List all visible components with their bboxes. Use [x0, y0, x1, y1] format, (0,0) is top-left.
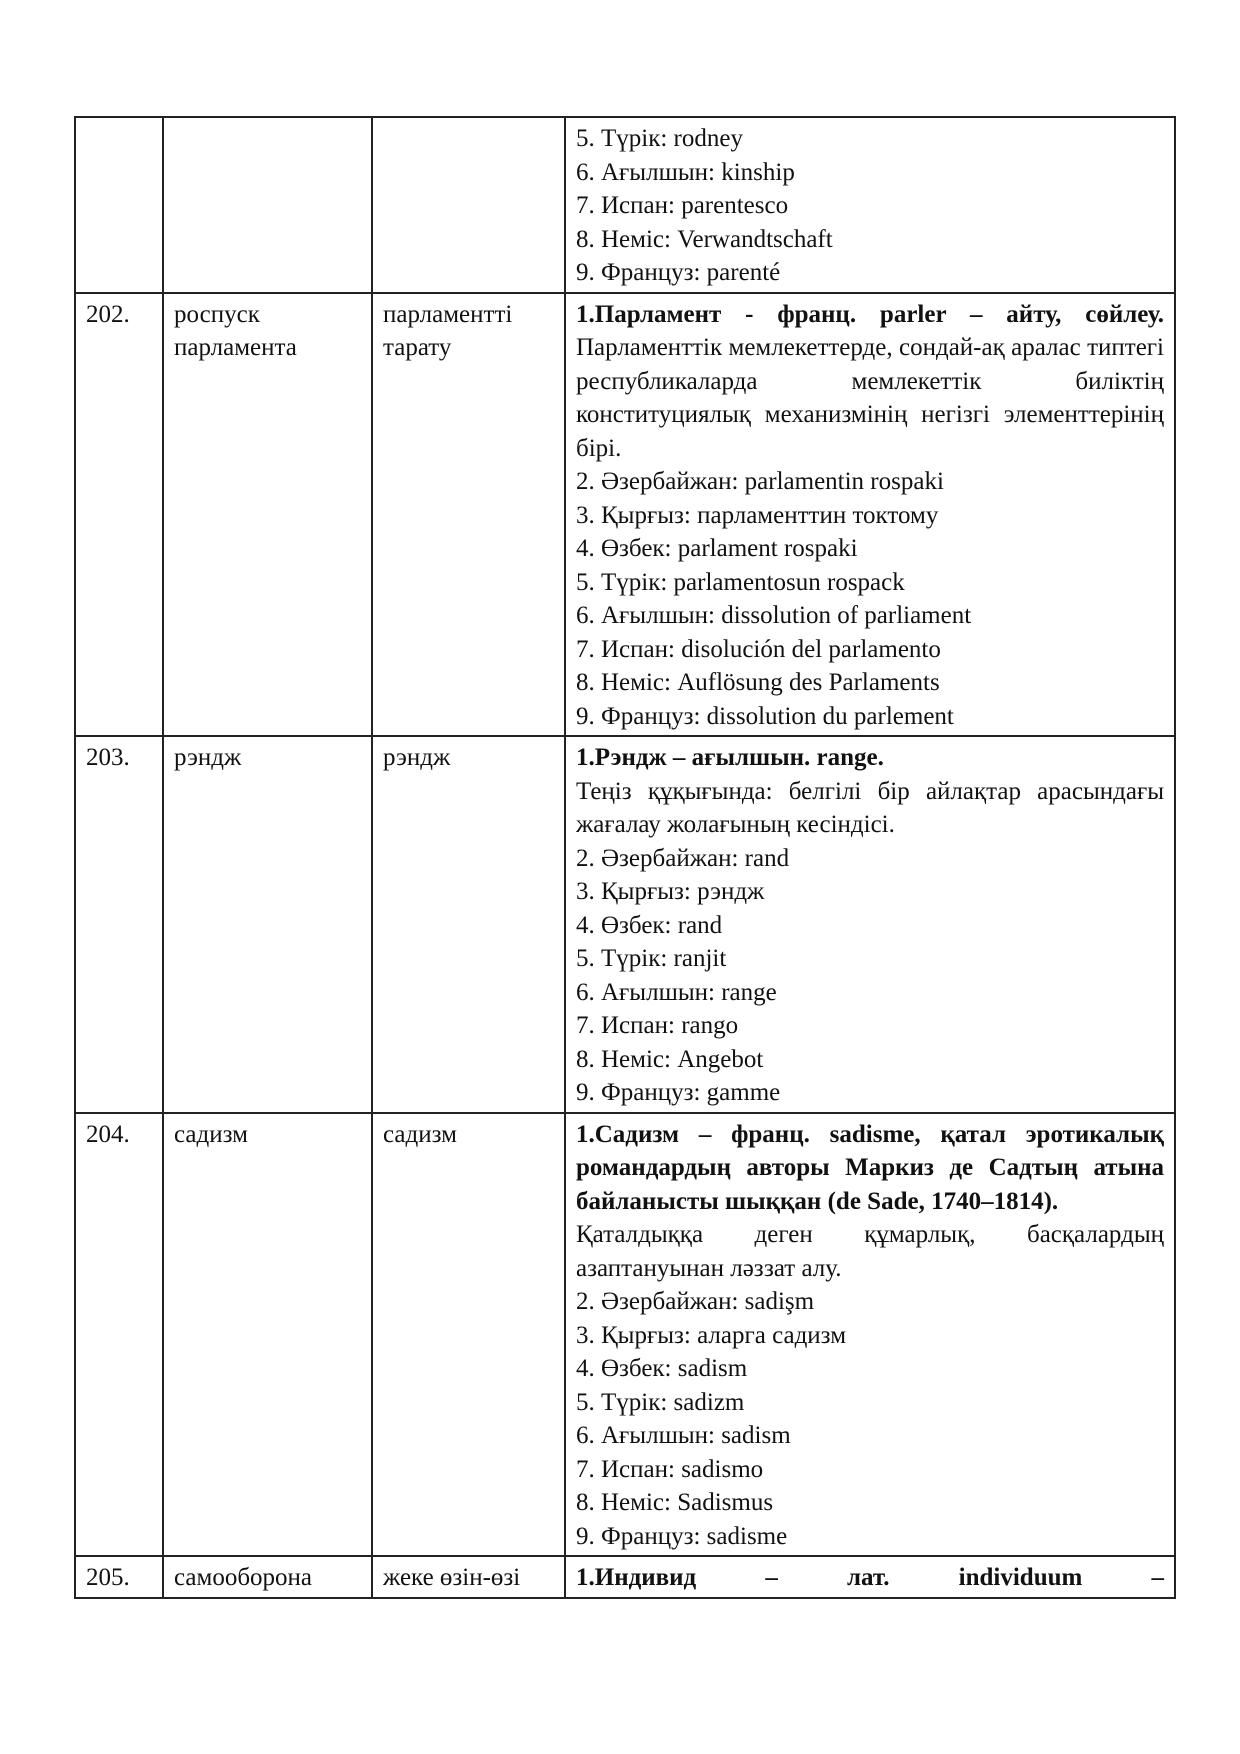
translation-line: 2. Әзербайжан: rand: [576, 844, 790, 872]
entry-number: 204.: [75, 1113, 163, 1557]
table-row: [75, 117, 1175, 293]
table-row: [75, 736, 1175, 1113]
table-row: [75, 1556, 1175, 1598]
translation-line: 2. Әзербайжан: parlamentin rospaki: [576, 468, 944, 495]
translation-line: 4. Өзбек: parlament rospaki: [576, 535, 858, 562]
translation-line: 8. Неміс: Verwandtschaft: [576, 225, 833, 253]
definition-text: Парламенттік мемлекеттерде, сондай-ақ аралас типтегі республикаларда мемлекеттік биліктің конституциялық механизмінің негізгі элементтерінің бірі.: [576, 334, 1164, 462]
translation-line: 2. Әзербайжан: sadişm: [576, 1288, 815, 1315]
entry-number: [75, 117, 163, 293]
entry-details: [565, 736, 1175, 1113]
translation-line: 6. Ағылшын: range: [576, 978, 777, 1006]
term-kazakh: рэндж: [372, 736, 565, 1113]
translation-line: 9. Француз: gamme: [576, 1079, 781, 1106]
document-page: [74, 116, 1174, 1599]
translation-line: 9. Француз: dissolution du parlement: [576, 702, 954, 730]
translation-line: 7. Испан: disolución del parlamento: [576, 635, 941, 663]
etymology-heading: 1.Парламент - франц. parler – айту, сөйлеу.: [576, 300, 1164, 328]
etymology-heading: 1.Индивид – лат. individuum –: [576, 1564, 1164, 1591]
term-kazakh: [372, 117, 565, 293]
translation-line: 4. Өзбек: rand: [576, 911, 723, 939]
table-row: [75, 1113, 1175, 1557]
translation-line: 5. Түрік: ranjit: [576, 945, 727, 972]
translation-line: 8. Неміс: Angebot: [576, 1045, 764, 1073]
translation-line: 8. Неміс: Auflösung des Parlaments: [576, 669, 940, 696]
translation-line: 5. Түрік: sadizm: [576, 1388, 745, 1416]
entry-details: [565, 1556, 1175, 1598]
translation-line: 5. Түрік: parlamentosun rospack: [576, 568, 905, 596]
term-kazakh-text: жеке өзін-өзі: [383, 1564, 521, 1591]
translation-line: 5. Түрік: rodney: [576, 125, 743, 152]
entry-number: 202.: [75, 293, 163, 737]
term-kazakh: парламентті тарату: [372, 293, 565, 737]
translation-line: 7. Испан: sadismo: [576, 1455, 764, 1483]
term-russian: рэндж: [163, 736, 372, 1113]
translation-line: 3. Қырғыз: парламенттин токтому: [576, 501, 939, 529]
translation-line: 6. Ағылшын: kinship: [576, 158, 795, 186]
entry-number: 203.: [75, 736, 163, 1113]
definition-text: Теңіз құқығында: белгілі бір айлақтар арасындағы жағалау жолағының кесіндісі.: [576, 777, 1164, 838]
translation-line: 8. Неміс: Sadismus: [576, 1489, 774, 1516]
translation-line: 7. Испан: rango: [576, 1012, 739, 1039]
translation-line: 3. Қырғыз: аларга садизм: [576, 1321, 847, 1349]
entry-details: [565, 293, 1175, 737]
etymology-heading: 1.Рэндж – ағылшын. range.: [576, 744, 884, 771]
entry-details: [565, 1113, 1175, 1557]
translation-line: 6. Ағылшын: sadism: [576, 1422, 791, 1449]
translation-line: 6. Ағылшын: dissolution of parliament: [576, 602, 972, 629]
term-russian: [163, 117, 372, 293]
etymology-heading: 1.Садизм – франц. sadisme, қатал эротикалық романдардың авторы Маркиз де Садтың атына байланысты шыққан (de Sade, 1740–1814).: [576, 1120, 1164, 1215]
translation-line: 9. Француз: parenté: [576, 259, 781, 286]
translation-line: 3. Қырғыз: рэндж: [576, 878, 765, 905]
translation-line: 4. Өзбек: sadism: [576, 1355, 748, 1382]
dictionary-table: [74, 116, 1176, 1599]
translation-line: 7. Испан: parentesco: [576, 192, 789, 219]
entry-details: [565, 117, 1175, 293]
term-russian: самооборона: [163, 1556, 372, 1598]
table-row: [75, 293, 1175, 737]
translation-line: 9. Француз: sadisme: [576, 1522, 788, 1550]
definition-text: Қаталдыққа деген құмарлық, басқалардың азаптануынан ләззат алу.: [576, 1221, 1164, 1282]
entry-number: 205.: [75, 1556, 163, 1598]
term-kazakh: садизм: [372, 1113, 565, 1557]
term-kazakh: [372, 1556, 565, 1598]
term-russian: роспуск парламента: [163, 293, 372, 737]
term-russian: садизм: [163, 1113, 372, 1557]
